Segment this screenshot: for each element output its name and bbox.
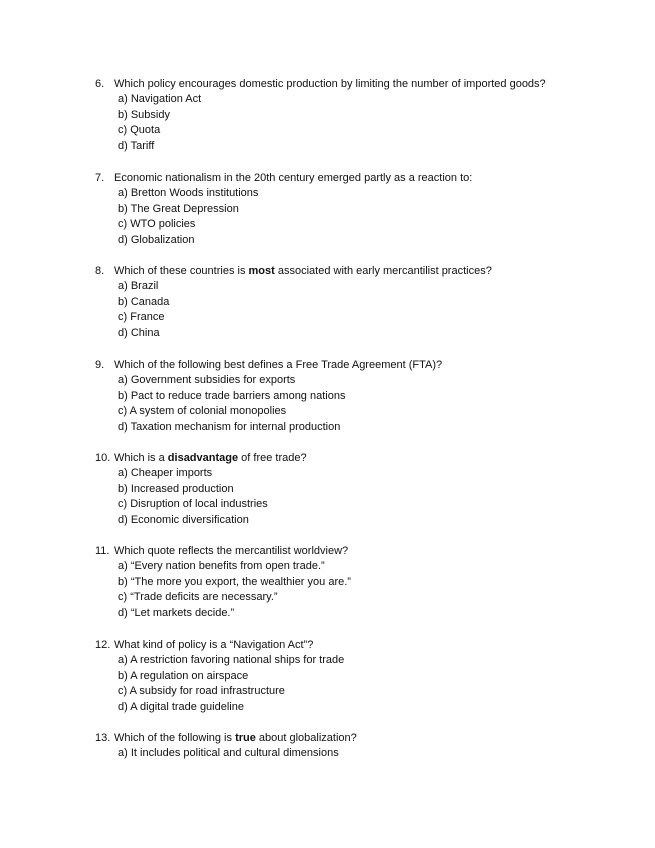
answer-option: d) Globalization xyxy=(118,233,195,246)
question-text: Which quote reflects the mercantilist worldview? xyxy=(114,545,349,557)
question-11 xyxy=(95,543,635,621)
answer-option: d) Economic diversification xyxy=(118,513,249,526)
answer-option: b) “The more you export, the wealthier you are.” xyxy=(118,575,351,588)
answer-option: d) “Let markets decide.” xyxy=(118,606,235,619)
answer-option: a) Navigation Act xyxy=(118,93,202,105)
question-number: 6. xyxy=(95,78,105,90)
answer-option: b) The Great Depression xyxy=(118,202,239,215)
answer-option: d) Tariff xyxy=(118,139,155,152)
answer-option: a) It includes political and cultural dimensions xyxy=(118,747,339,759)
answer-option: a) Bretton Woods institutions xyxy=(118,187,259,199)
answer-option: c) Quota xyxy=(118,124,161,136)
question-number: 11. xyxy=(95,545,110,557)
question-number: 10. xyxy=(95,452,111,464)
answer-option: c) WTO policies xyxy=(118,218,196,230)
answer-options xyxy=(95,559,635,621)
question-number: 8. xyxy=(95,265,105,277)
answer-options xyxy=(95,373,635,435)
question-9 xyxy=(95,357,635,435)
answer-option: b) Canada xyxy=(118,295,170,308)
answer-option: b) Subsidy xyxy=(118,108,170,121)
answer-option: c) France xyxy=(118,311,165,323)
answer-option: d) A digital trade guideline xyxy=(118,700,244,713)
question-stem xyxy=(95,637,635,653)
question-text: Economic nationalism in the 20th century emerged partly as a reaction to: xyxy=(114,172,473,184)
answer-options xyxy=(95,653,635,715)
answer-options xyxy=(95,746,635,762)
question-10 xyxy=(95,450,635,528)
answer-option: b) A regulation on airspace xyxy=(118,669,249,682)
answer-option: c) A subsidy for road infrastructure xyxy=(118,685,285,697)
answer-options xyxy=(95,92,635,154)
answer-option: b) Increased production xyxy=(118,482,234,495)
question-stem xyxy=(95,543,635,559)
question-number: 7. xyxy=(95,172,105,184)
question-stem xyxy=(95,170,635,186)
question-stem xyxy=(95,263,635,279)
question-7 xyxy=(95,170,635,248)
answer-options xyxy=(95,466,635,528)
question-stem xyxy=(95,730,635,746)
answer-option: b) Pact to reduce trade barriers among nations xyxy=(118,389,346,402)
question-text: Which of the following best defines a Free Trade Agreement (FTA)? xyxy=(114,359,443,371)
answer-options xyxy=(95,186,635,248)
answer-option: c) Disruption of local industries xyxy=(118,498,268,510)
answer-option: d) Taxation mechanism for internal production xyxy=(118,420,341,433)
question-stem xyxy=(95,357,635,373)
answer-option: c) “Trade deficits are necessary.” xyxy=(118,591,278,603)
answer-option: d) China xyxy=(118,326,160,339)
answer-option: a) “Every nation benefits from open trade.” xyxy=(118,560,325,572)
question-stem xyxy=(95,450,635,466)
answer-option: a) Cheaper imports xyxy=(118,467,213,479)
question-6 xyxy=(95,76,635,154)
question-number: 9. xyxy=(95,359,105,371)
answer-option: c) A system of colonial monopolies xyxy=(118,405,287,417)
question-12 xyxy=(95,637,635,715)
answer-option: a) Brazil xyxy=(118,280,159,292)
question-number: 12. xyxy=(95,639,111,651)
question-text: Which of the following is true about globalization? xyxy=(114,732,357,744)
answer-option: a) Government subsidies for exports xyxy=(118,374,296,386)
question-text: Which policy encourages domestic production by limiting the number of imported goods? xyxy=(114,78,546,90)
answer-options xyxy=(95,279,635,341)
question-8 xyxy=(95,263,635,341)
question-text: Which is a disadvantage of free trade? xyxy=(114,452,307,464)
question-13 xyxy=(95,730,635,762)
question-text: What kind of policy is a “Navigation Act”? xyxy=(114,639,314,651)
answer-option: a) A restriction favoring national ships for trade xyxy=(118,654,345,666)
question-text: Which of these countries is most associated with early mercantilist practices? xyxy=(114,265,492,277)
question-number: 13. xyxy=(95,732,111,744)
question-stem xyxy=(95,76,635,92)
